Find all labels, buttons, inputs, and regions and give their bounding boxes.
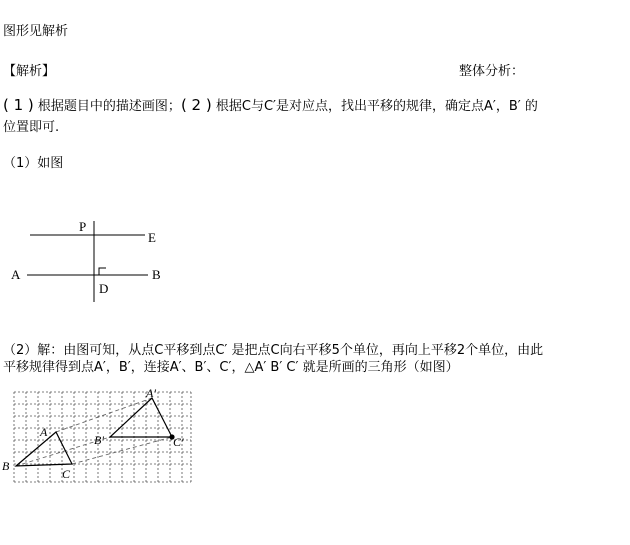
label-a: A xyxy=(40,425,48,439)
label-d: D xyxy=(99,281,109,296)
figure-1 xyxy=(5,218,175,323)
part1-label: （1）如图 xyxy=(3,156,64,171)
label-c: C xyxy=(62,467,71,481)
right-angle-mark xyxy=(99,268,106,275)
step-number-2: ( 2 ) xyxy=(180,96,212,114)
figure-2-grid xyxy=(0,386,200,486)
answer-line: 图形见解析 xyxy=(3,24,69,39)
label-c-prime: C' xyxy=(173,435,184,449)
step-number-1: ( 1 ) xyxy=(3,96,34,114)
overall-analysis-label: 整体分析： xyxy=(459,64,525,79)
part2-line-1: （2）解：由图可知，从点C平移到点C′ 是把点C向右平移5个单位，再向上平移2个单位，由此 xyxy=(3,343,544,358)
label-b: B xyxy=(2,459,10,473)
label-e: E xyxy=(148,230,156,245)
part2-line-2: 平移规律得到点A′，B′，连接A′、B′、C′，△A′ B′ C′ 就是所画的三角形（如图） xyxy=(3,360,459,375)
label-b-prime: B' xyxy=(94,433,104,447)
step-text-2: 根据C与C′是对应点，找出平移的规律，确定点A′，B′ 的 xyxy=(211,99,538,114)
label-b: B xyxy=(152,267,161,282)
intro-line-1 xyxy=(3,95,538,114)
step-text-1: 根据题目中的描述画图； xyxy=(33,99,181,114)
label-a-prime: A' xyxy=(146,386,156,400)
analysis-heading: 【解析】 xyxy=(3,64,56,79)
label-p: P xyxy=(79,219,87,234)
label-a: A xyxy=(11,267,21,282)
intro-line-2: 位置即可. xyxy=(3,120,60,135)
